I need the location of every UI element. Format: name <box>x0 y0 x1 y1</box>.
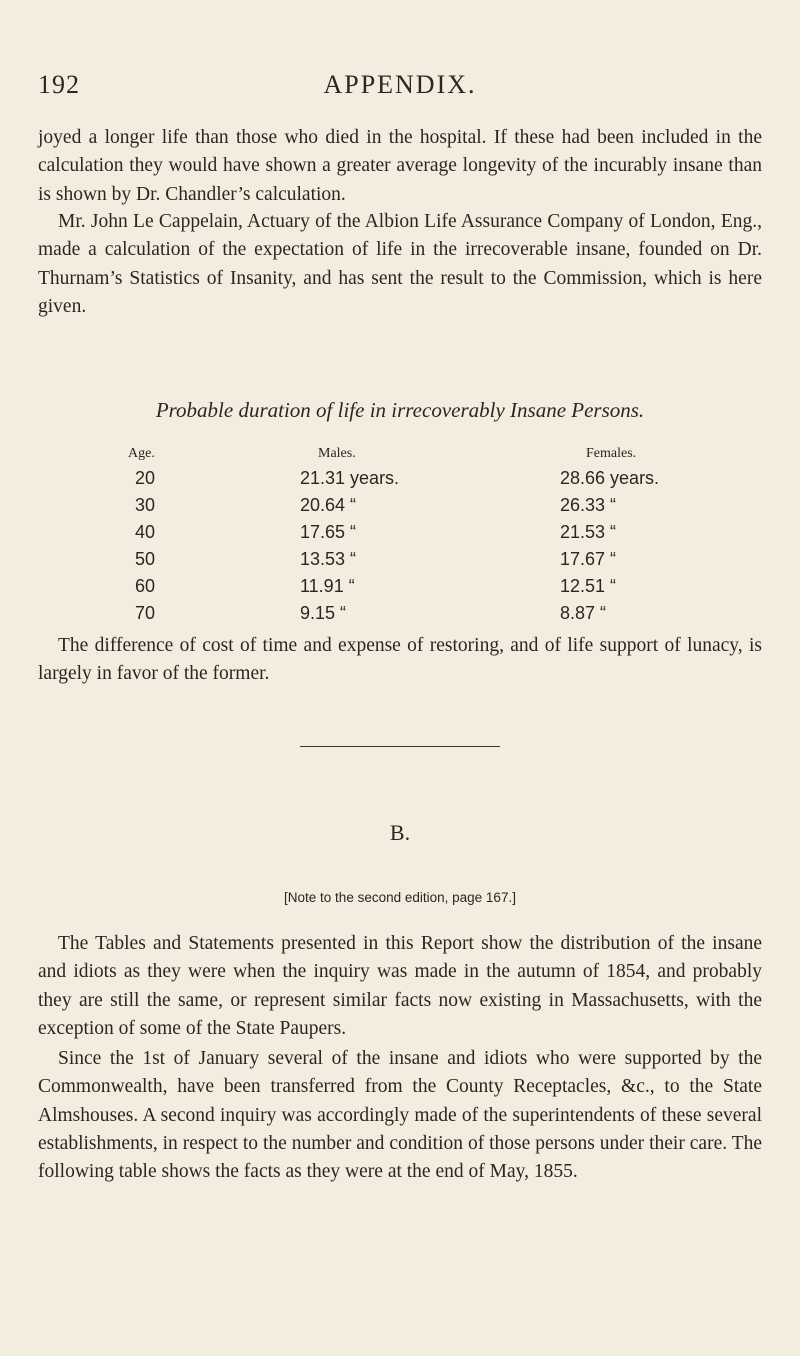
paragraph-cost-difference: The difference of cost of time and expense of restoring, and of life support of lunacy, is largely in favor of the former. <box>38 635 762 685</box>
table-title: Probable duration of life in irrecoverably Insane Persons. <box>155 398 645 422</box>
paragraph-continuation: joyed a longer life than those who died in the hospital. If these had been included in the calculation they would have shown a greater average longevity of the incurably insane than is shown by Dr. Chandler’s calculation. <box>38 127 762 205</box>
cell-females: 28.66 years. <box>560 468 660 488</box>
cell-age: 40 <box>135 522 156 542</box>
table-header-row <box>0 446 800 468</box>
cell-females: 21.53 “ <box>560 522 617 542</box>
life-duration-table <box>0 446 800 630</box>
page-header <box>38 70 762 110</box>
table-row <box>0 576 800 603</box>
table-row <box>0 549 800 576</box>
cell-age: 20 <box>135 468 156 488</box>
table-row <box>0 603 800 630</box>
page-number: 192 <box>38 70 80 99</box>
section-divider <box>300 746 500 747</box>
cell-males: 9.15 “ <box>300 603 347 623</box>
paragraph-tables-statements: The Tables and Statements presented in this Report show the distribution of the insane and idiots as they were when the inquiry was made in the autumn of 1854, and probably they are still the same, or represent similar facts now existing in Massachusetts, with the exception of some of the State Paupers. <box>38 933 762 1039</box>
section-note: [Note to the second edition, page 167.] <box>284 890 516 905</box>
cell-age: 70 <box>135 603 156 623</box>
cell-males: 17.65 “ <box>300 522 357 542</box>
paragraph-second-inquiry: Since the 1st of January several of the insane and idiots who were supported by the Commonwealth, have been transferred from the County Receptacles, &c., to the State Almshouses. A second inquiry was accordingly made of the superintendents of these several establishments, in respect to the number and condition of those persons under their care. The following table shows the facts as they were at the end of May, 1855. <box>38 1048 762 1183</box>
column-header-males: Males. <box>318 446 356 461</box>
table-row <box>0 522 800 549</box>
cell-females: 12.51 “ <box>560 576 617 596</box>
cell-females: 8.87 “ <box>560 603 607 623</box>
section-heading: B. <box>389 820 411 845</box>
cell-age: 30 <box>135 495 156 515</box>
cell-males: 20.64 “ <box>300 495 357 515</box>
table-row <box>0 495 800 522</box>
cell-age: 60 <box>135 576 156 596</box>
table-row <box>0 468 800 495</box>
paragraph-cappelain: Mr. John Le Cappelain, Actuary of the Albion Life Assurance Company of London, Eng., made a calculation of the expectation of life in the irrecoverable insane, founded on Dr. Thurnam’s Statistics of Insanity, and has sent the result to the Commission, which is here given. <box>38 211 762 317</box>
cell-females: 26.33 “ <box>560 495 617 515</box>
cell-males: 21.31 years. <box>300 468 400 488</box>
cell-males: 13.53 “ <box>300 549 357 569</box>
cell-males: 11.91 “ <box>300 576 355 596</box>
column-header-age: Age. <box>128 446 155 461</box>
running-head: APPENDIX. <box>323 70 477 99</box>
cell-age: 50 <box>135 549 156 569</box>
cell-females: 17.67 “ <box>560 549 617 569</box>
column-header-females: Females. <box>586 446 637 461</box>
